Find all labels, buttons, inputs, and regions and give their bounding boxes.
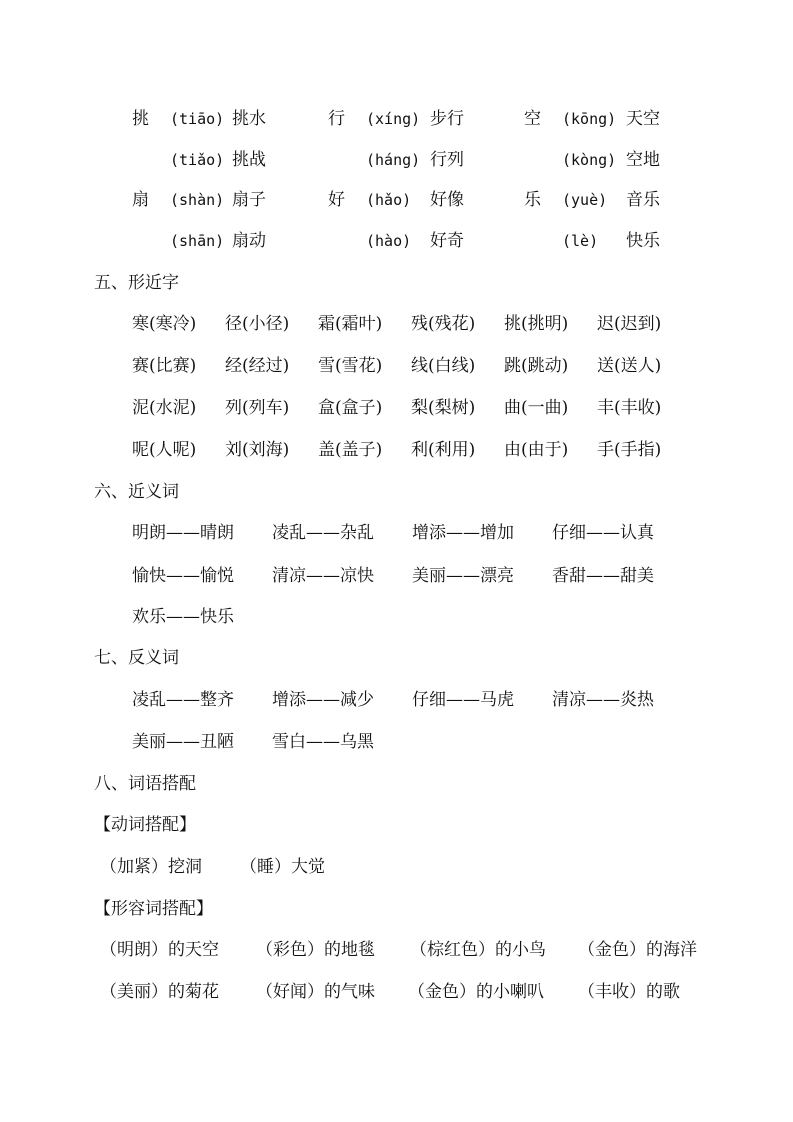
antonym-pair: 美丽——丑陋 [132, 732, 234, 752]
similar-char-item: 赛(比赛) [132, 356, 197, 376]
antonym-pair: 凌乱——整齐 [132, 690, 234, 710]
poly-pinyin: (hào) [366, 232, 412, 250]
synonym-pair: 明朗——晴朗 [132, 523, 234, 543]
section-heading: 五、形近字 [94, 273, 179, 293]
adjective-collocation: （彩色）的地毯 [256, 940, 375, 960]
poly-pinyin: (kòng) [562, 151, 617, 169]
similar-char-item: 由(由于) [504, 440, 569, 460]
poly-word: 好像 [430, 190, 464, 210]
adjective-collocation: （金色）的小喇叭 [408, 982, 544, 1002]
subsection-heading-verb: 【动词搭配】 [94, 815, 196, 835]
poly-word: 扇动 [232, 231, 266, 251]
adjective-collocation: （金色）的海洋 [578, 940, 697, 960]
similar-char-item: 利(利用) [411, 440, 476, 460]
poly-char: 乐 [524, 190, 541, 210]
similar-char-item: 经(经过) [225, 356, 290, 376]
synonym-pair: 愉快——愉悦 [132, 566, 234, 586]
poly-char: 空 [524, 109, 541, 129]
adjective-collocation: （美丽）的菊花 [100, 982, 219, 1002]
poly-word: 天空 [626, 109, 660, 129]
similar-char-item: 雪(雪花) [318, 356, 383, 376]
poly-pinyin: (lè) [562, 232, 599, 250]
poly-pinyin: (hǎo) [366, 191, 412, 209]
adjective-collocation: （丰收）的歌 [578, 982, 680, 1002]
poly-char: 挑 [132, 109, 149, 129]
similar-char-item: 残(残花) [411, 314, 476, 334]
similar-char-item: 霜(霜叶) [318, 314, 383, 334]
similar-char-item: 线(白线) [411, 356, 476, 376]
antonym-pair: 雪白——乌黑 [272, 732, 374, 752]
synonym-pair: 增添——增加 [412, 523, 514, 543]
similar-char-item: 泥(水泥) [132, 398, 197, 418]
synonym-pair: 美丽——漂亮 [412, 566, 514, 586]
similar-char-item: 刘(刘海) [225, 440, 290, 460]
similar-char-item: 列(列车) [225, 398, 290, 418]
similar-char-item: 迟(迟到) [597, 314, 662, 334]
poly-word: 挑战 [232, 150, 266, 170]
similar-char-item: 曲(一曲) [504, 398, 569, 418]
section-heading: 六、近义词 [94, 482, 179, 502]
poly-pinyin: (tiǎo) [170, 151, 225, 169]
synonym-pair: 仔细——认真 [552, 523, 654, 543]
poly-word: 扇子 [232, 190, 266, 210]
similar-char-item: 梨(梨树) [411, 398, 476, 418]
poly-pinyin: (tiāo) [170, 110, 225, 128]
similar-char-item: 呢(人呢) [132, 440, 197, 460]
poly-char: 扇 [132, 190, 149, 210]
similar-char-item: 送(送人) [597, 356, 662, 376]
similar-char-item: 盒(盒子) [318, 398, 383, 418]
subsection-heading-adjective: 【形容词搭配】 [94, 899, 213, 919]
poly-word: 挑水 [232, 109, 266, 129]
poly-word: 音乐 [626, 190, 660, 210]
poly-pinyin: (shàn) [170, 191, 225, 209]
similar-char-item: 丰(丰收) [597, 398, 662, 418]
section-heading: 八、词语搭配 [94, 774, 196, 794]
antonym-pair: 清凉——炎热 [552, 690, 654, 710]
synonym-pair: 欢乐——快乐 [132, 607, 234, 627]
verb-collocation: （加紧）挖洞 [100, 857, 202, 877]
poly-word: 步行 [430, 109, 464, 129]
adjective-collocation: （好闻）的气味 [256, 982, 375, 1002]
similar-char-item: 径(小径) [225, 314, 290, 334]
poly-word: 快乐 [626, 231, 660, 251]
similar-char-item: 手(手指) [597, 440, 662, 460]
verb-collocation: （睡）大觉 [240, 857, 325, 877]
antonym-pair: 仔细——马虎 [412, 690, 514, 710]
section-heading: 七、反义词 [94, 648, 179, 668]
similar-char-item: 寒(寒冷) [132, 314, 197, 334]
similar-char-item: 挑(挑明) [504, 314, 569, 334]
similar-char-item: 盖(盖子) [318, 440, 383, 460]
poly-pinyin: (háng) [366, 151, 421, 169]
synonym-pair: 凌乱——杂乱 [272, 523, 374, 543]
poly-pinyin: (xíng) [366, 110, 421, 128]
antonym-pair: 增添——减少 [272, 690, 374, 710]
adjective-collocation: （棕红色）的小鸟 [410, 940, 546, 960]
similar-char-item: 跳(跳动) [504, 356, 569, 376]
poly-word: 空地 [626, 150, 660, 170]
poly-char: 行 [328, 109, 345, 129]
poly-word: 行列 [430, 150, 464, 170]
poly-pinyin: (kōng) [562, 110, 617, 128]
poly-pinyin: (shān) [170, 232, 225, 250]
synonym-pair: 香甜——甜美 [552, 566, 654, 586]
poly-pinyin: (yuè) [562, 191, 608, 209]
poly-char: 好 [328, 190, 345, 210]
poly-word: 好奇 [430, 231, 464, 251]
adjective-collocation: （明朗）的天空 [100, 940, 219, 960]
synonym-pair: 清凉——凉快 [272, 566, 374, 586]
